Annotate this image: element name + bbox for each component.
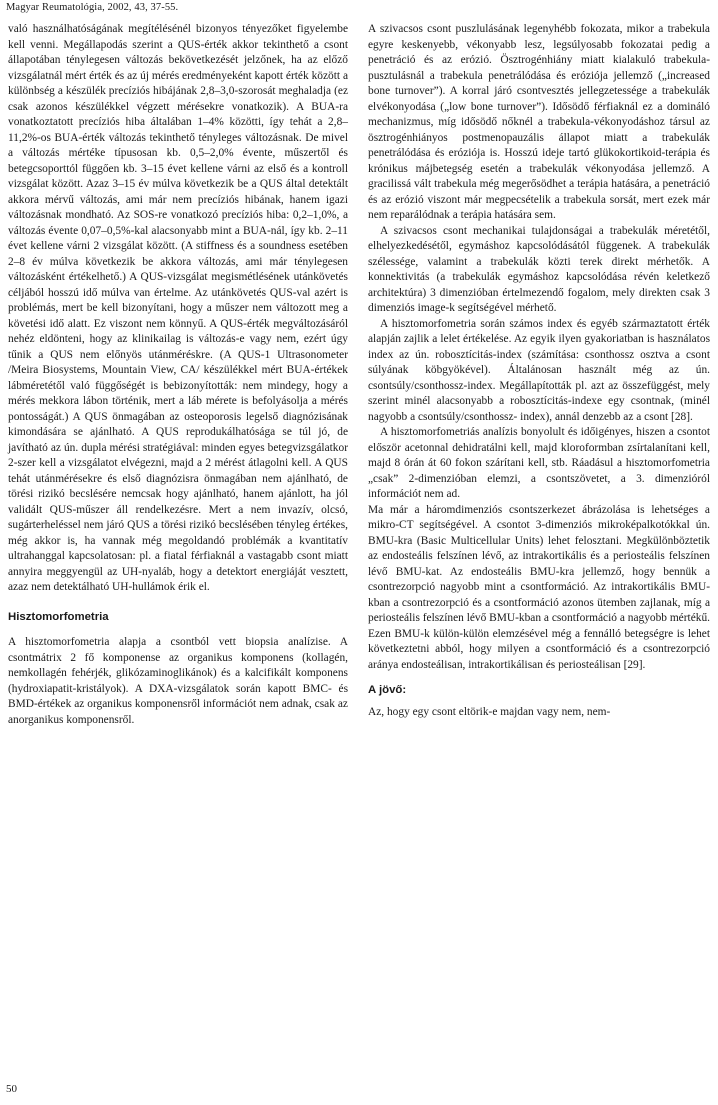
body-paragraph: A szivacsos csont mechanikai tulajdonságai a trabekulák méretétől, elhelyezkedésétől, egymáshoz kapcsolódásától függenek. A trabekulák szélessége, valamint a trabekulák közti terek direkt mérhetők. A konnektivitás (a trabekulák egymáshoz kapcsolódása révén keletkező architektúra) 3 dimenzióban értelmezendő fogalom, mely direkten csak 3 dimenziós image-k segítségével mérhető. [368, 224, 710, 314]
body-paragraph: Ma már a háromdimenziós csontszerkezet ábrázolása is lehetséges a mikro-CT segítségével. A csontot 3-dimenziós mikroképalkotókkal ún. BMU-kra (Basic Multicellular Units) lehet felosztani. Megkülönböztetik az endosteális felszínen lévő, az intrakortikális és a periosteális felszínen lévő BMU-kat. Az endosteális BMU-kra jellemző, hogy bennük a csontrezorpció nagyobb mint a csontformáció. Az intrakortikális BMU-kban a csontrezorpció és a csontformáció azonos ütemben zajlanak, míg a periosteális felszínen lévő BMU-kban a csontformáció a nagyobb mértékű. Ezen BMU-k külön-külön elemzésével még a fennálló betegségre is lehet következtetni abból, hogy milyen a csontformáció és a csontrezorpció aránya endosteálisan, intrakortikálisan és periosteálisan [29]. [368, 503, 710, 671]
right-column [368, 22, 710, 720]
section-heading-a-jovo: A jövő: [368, 684, 407, 696]
running-header: Magyar Reumatológia, 2002, 43, 37-55. [6, 2, 179, 13]
section-heading-hisztomorfometria: Hisztomorfometria [8, 610, 109, 623]
body-paragraph: Az, hogy egy csont eltörik-e majdan vagy nem, nem- [368, 705, 611, 718]
body-paragraph: A szivacsos csont puszlulásának legenyhébb fokozata, mikor a trabekula egyre keskenyebb, vékonyabb lesz, legsúlyosabb fokozatai pedig a penetráció és az erózió. Ösztrogénhiány miatt kialakuló trabekula-pusztulásnál a trabekula penetrálódása és eróziója jellemző („increased bone turnover”). A korral járó csontvesztés jellegzetessége a trabekulák elvékonyodása („low bone turnover”). Idősödő férfiaknál ez a domináló mechanizmus, míg idősödő nőknél a trabekula-vékonyodáshoz társul az ösztrogénhiányos postmenopauzális állapot miatt a trabekulák penetrálódása és eróziója is. Hosszú ideje tartó glükokortikoid-terápia és krónikus májbetegség esetén a trabekulák vékonyodása jellemző. A gracilissá vált trabekula még megerősödhet a terápia hatására, a penetráció és az erózió viszont már megpecsételik a trabekula sorsát, mert ezek már nem reparálódnak a terápia hatására sem. [368, 23, 710, 221]
page-number: 50 [6, 1083, 17, 1095]
body-paragraph: való használhatóságának megítélésénél bizonyos tényezőket figyelembe kell venni. Megállapodás szerint a QUS-érték akkor tekinthető a csont állapotában ténylegesen változás bekövetkezését jelzőnek, ha az előző vizsgálatnál mért érték és az új mérés eredményeként kapott érték között a különbség a készülék precíziós hibájának 2,8–3,0-szorosát meghaladja (ez csak azonos készülékkel végzett mérésekre vonatkozik). A BUA-ra vonatkoztatott precíziós hiba általában 1–4% közötti, így tehát a 2,8–11,2%-os BUA-érték változás tekinthető tényleges változásnak. De mivel a változás mértéke típusosan kb. 0,5–2,0% évente, műszertől és betegcsoporttól függően kb. 3–15 évet kellene várni az első és a kontroll vizsgálat között. Azaz 3–15 év múlva következik be a QUS által detektált akkora mérvű változás, ami már nem precíziós hibának, hanem igazi változásnak mondható. Az SOS-re vonatkozó precíziós hiba: 0,2–1,0%, a változás évente 0,07–0,5%-kal alacsonyabb mint a BUA-nál, így kb. 2–11 évet kellene várni 2 vizsgálat között. (A stiffness és a soundness esetében 2–8 év múlva következik be akkora változás, ami már ténylegesen változásként értékelhető.) A QUS-vizsgálat megismétlésének utánkövetés céljából hosszú idő múlva van értelme. Az utánkövetés QUS-val azért is problémás, mert be kell bizonyítani, hogy a műszer nem változott meg a követési idő alatt. Ez viszont nem könnyű. A QUS-érték megváltozásáról nehéz eldönteni, hogy az klinikailag is változás-e vagy nem, ezért úgy tűnik a QUS nem előnyös utánméréskre. (A QUS-1 Ultrasonometer /Meira Biosystems, Mountain View, CA/ készülékkel mért BUA-értékek lábméretétől való függőségét is bebizonyították: nem mindegy, hogy a mérés mekkora lábon történik, mert a láb mérete is befolyásolja a mérés pontosságát.) A QUS önmagában az osteoporosis legelső diagnózisának kimondására se ajánlható. A QUS reprodukálhatósága se túl jó, de javítható az ún. dupla mérési stratégiával: minden egyes betegvizsgálatkor 2-szer kell a vizsgálatot elvégezni, majd a 2 mérést átlagolni kell. A QUS tehát utánmérésekre és első diagnózisra önmagában nem ajánlható, de törési rizikó becslésére nemcsak hogy ajánlható, hanem ajánlott, ha jól validált QUS-műszer áll rendelkezésre. Mert a nem invazív, olcsó, sugárterheléssel nem járó QUS a törési rizikó becslésében tényleg értékes, még akkor is, ha vannak még megoldandó problémák a kvantitatív ultrahanggal kapcsolatosan: pl. a fiatal férfiaknál a vastagabb csont miatt annyira meggyengül az UH-nyaláb, hogy a detektort energiáját vesztett, azaz nem detektálható UH-hullámok érik el. [8, 23, 348, 593]
body-paragraph: A hisztomorfometria alapja a csontból vett biopsia analízise. A csontmátrix 2 fő komponense az organikus komponens (kollagén, nemkollagén fehérjék, glikózaminoglikánok) és a kalcifikált komponens (hydroxiapatit-kristályok). A DXA-vizsgálatok során kapott BMC- és BMD-értékek az organikus komponensről információt nem adnak, csak az anorganikus komponensről. [8, 636, 348, 726]
body-paragraph: A hisztomorfometria során számos index és egyéb származtatott érték alapján zajlik a lelet értékelése. Az egyik ilyen gyakoriatban is használatos index az ún. robosztícitás-index (számítása: csonthossz osztva a csont súlyának köbgyökével). Általánosan használt még az ún. csontsúly/csonthossz-index. Megállapították pl. azt az összefüggést, mely szerint minél alacsonyabb a robosztícitás-indexe egy csontnak, (minél nagyobb a csontsúly/csonthossz- index), annál denzebb az a csont [28]. [368, 317, 710, 423]
left-column [8, 22, 348, 728]
body-paragraph: A hisztomorfometriás analízis bonyolult és időigényes, hiszen a csontot először acetonnal dehidratálni kell, majd kloroformban zsírtalanítani kell, majd 8 órán át 60 fokon szárítani kell, stb. Ráadásul a hisztomorfometria „csak” 2-dimenzióban elemzi, a csontszövetet, a 3. dimenzióról információt nem ad. [368, 426, 710, 500]
